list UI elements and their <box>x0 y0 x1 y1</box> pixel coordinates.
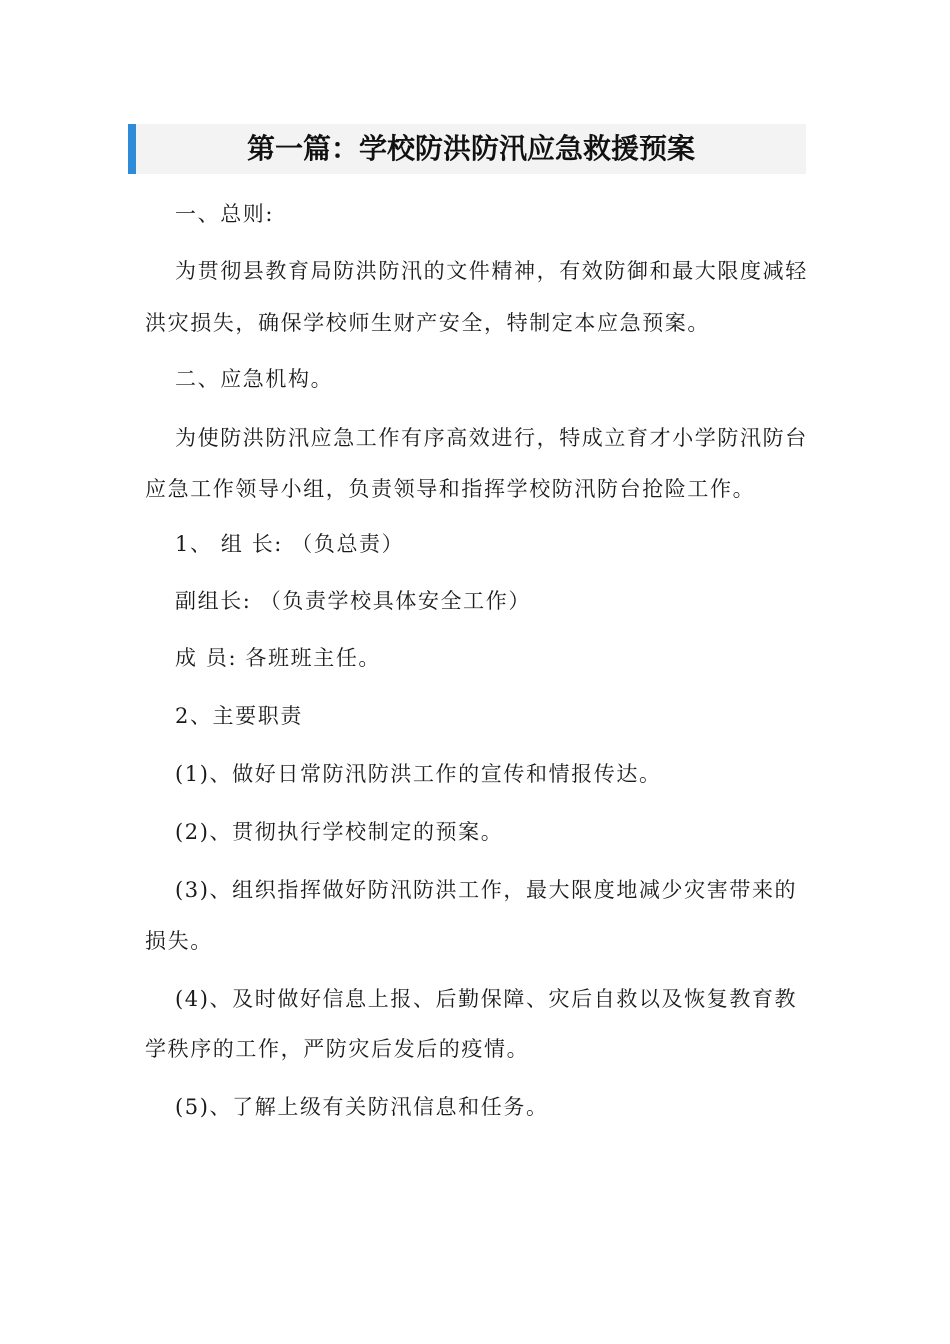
title-bar <box>128 124 806 174</box>
paragraph-line: 为贯彻县教育局防洪防汛的文件精神，有效防御和最大限度减轻 <box>175 259 808 283</box>
duty-item-4-cont: 学秩序的工作，严防灾后发后的疫情。 <box>145 1037 530 1061</box>
duty-item-3: (3)、组织指挥做好防汛防洪工作，最大限度地减少灾害带来的 <box>175 878 798 902</box>
paragraph-line: 洪灾损失，确保学校师生财产安全，特制定本应急预案。 <box>145 311 710 335</box>
duty-item-5: (5)、了解上级有关防汛信息和任务。 <box>175 1095 549 1119</box>
list-item-members: 成 员: 各班班主任。 <box>175 646 382 670</box>
list-item-leader: 1、 组 长: （负总责） <box>175 532 405 556</box>
duty-item-2: (2)、贯彻执行学校制定的预案。 <box>175 820 504 844</box>
list-item-deputy: 副组长: （负责学校具体安全工作） <box>175 589 531 613</box>
duty-item-3-cont: 损失。 <box>145 929 213 953</box>
section-heading-duties: 2、主要职责 <box>175 704 303 728</box>
section-heading-general: 一、总则: <box>175 202 275 226</box>
paragraph-line: 应急工作领导小组，负责领导和指挥学校防汛防台抢险工作。 <box>145 477 756 501</box>
section-heading-organization: 二、应急机构。 <box>175 367 334 391</box>
page-title: 第一篇：学校防洪防汛应急救援预案 <box>246 132 695 165</box>
duty-item-4: (4)、及时做好信息上报、后勤保障、灾后自救以及恢复教育教 <box>175 987 798 1011</box>
title-accent-bar <box>128 124 136 174</box>
duty-item-1: (1)、做好日常防汛防洪工作的宣传和情报传达。 <box>175 762 662 786</box>
paragraph-line: 为使防洪防汛应急工作有序高效进行，特成立育才小学防汛防台 <box>175 426 808 450</box>
